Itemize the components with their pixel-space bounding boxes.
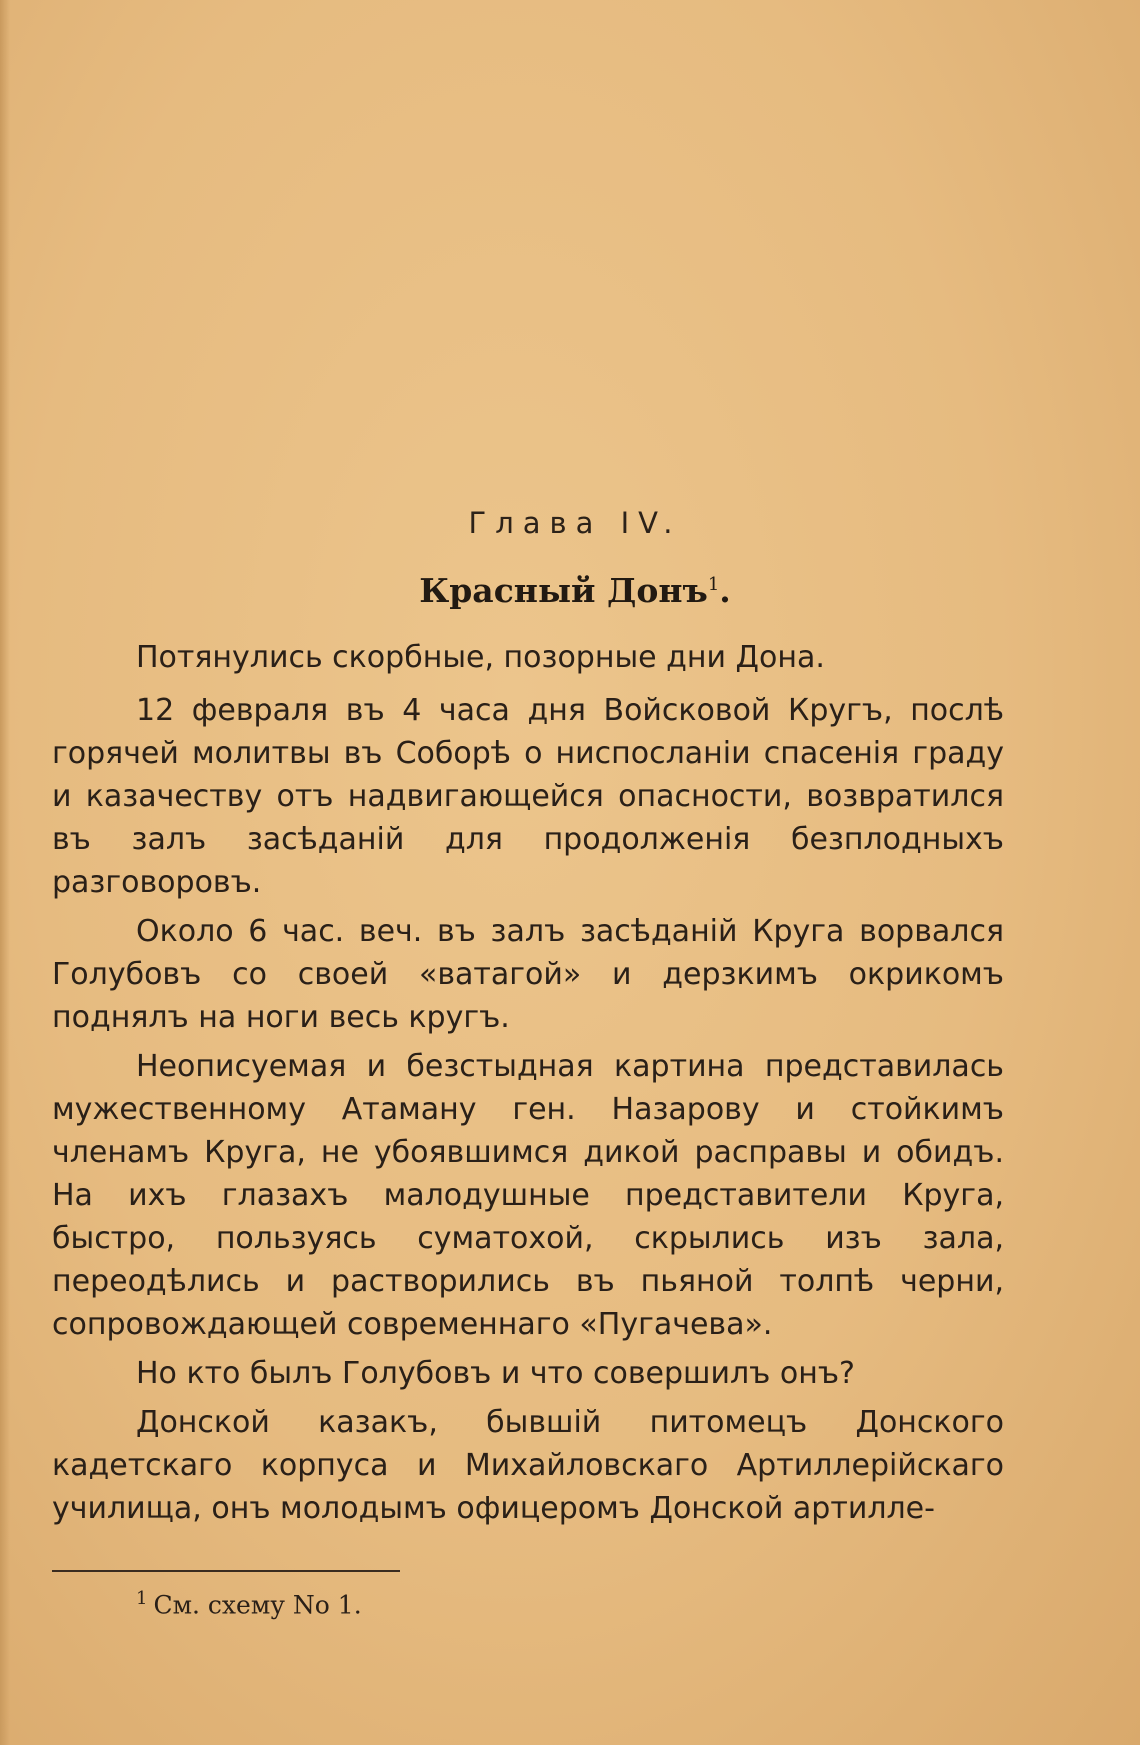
chapter-title-text: Красный Донъ — [419, 571, 708, 610]
footnote-text: См. схему No 1. — [153, 1590, 362, 1620]
paragraph: Потянулись скорбные, позорные дни Дона. — [136, 640, 825, 675]
footnote-divider — [52, 1570, 400, 1572]
body-text — [52, 636, 1004, 1536]
footnote-reference: 1 — [707, 574, 720, 595]
paragraph: Но кто былъ Голубовъ и что совершилъ онъ? — [136, 1356, 855, 1391]
paragraph: Неописуемая и безстыдная картина представилась мужественному Атаману ген. Назарову и стойкимъ членамъ Круга, не убоявшимся дикой расправы и обидъ. На ихъ глазахъ малодушные представители Круга, быстро, пользуясь суматохой, скрылись изъ зала, переодѣлись и растворились въ пьяной толпѣ черни, сопровождающей современнаго «Пугачева». — [52, 1049, 1004, 1342]
footnote-mark: 1 — [136, 1588, 148, 1609]
paragraph: Около 6 час. веч. въ залъ засѣданій Круга ворвался Голубовъ со своей «ватагой» и дерзкимъ окрикомъ поднялъ на ноги весь кругъ. — [52, 914, 1004, 1035]
paragraph: 12 февраля въ 4 часа дня Войсковой Кругъ, послѣ горячей молитвы въ Соборѣ о ниспосланіи спасенія граду и казачеству отъ надвигающейся опасности, возвратился въ залъ засѣданій для продолженія безплодныхъ разговоровъ. — [52, 693, 1004, 900]
paragraph: Донской казакъ, бывшій питомецъ Донского кадетскаго корпуса и Михайловскаго Артиллерійскаго училища, онъ молодымъ офицеромъ Донской артилле- — [52, 1405, 1004, 1526]
chapter-title — [0, 571, 1140, 610]
footnote — [136, 1588, 362, 1619]
chapter-heading: Глава IV. — [468, 506, 682, 540]
chapter-title-period: . — [719, 571, 731, 610]
page-edge-shadow — [0, 0, 10, 1745]
